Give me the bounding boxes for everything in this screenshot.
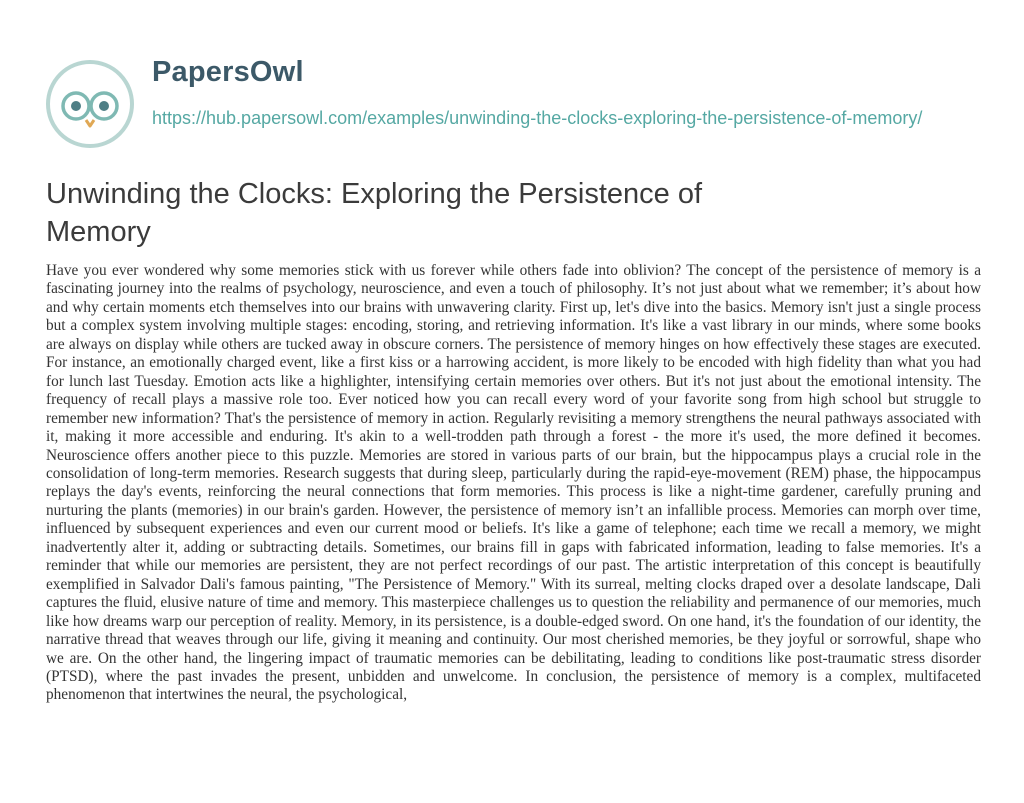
article-url-link[interactable]: https://hub.papersowl.com/examples/unwinding-the-clocks-exploring-the-persistence-of-memory/ — [152, 108, 923, 128]
article-title: Unwinding the Clocks: Exploring the Persistence of Memory — [46, 178, 703, 248]
owl-eyes-icon — [46, 60, 134, 148]
site-header — [46, 32, 986, 152]
article-body: Have you ever wondered why some memories stick with us forever while others fade into oblivion? The concept of the persistence of memory is a fascinating journey into the realms of psychology, neuroscience, and even a touch of philosophy. It’s not just about what we remember; it’s about how and why certain moments etch themselves into our brains with unwavering clarity. First up, let's dive into the basics. Memory isn't just a single process but a complex system involving multiple stages: encoding, storing, and retrieving information. It's like a vast library in our minds, where some books are always on display while others are tucked away in obscure corners. The persistence of memory hinges on how effectively these stages are executed. For instance, an emotionally charged event, like a first kiss or a harrowing accident, is more likely to be encoded with high fidelity than what you had for lunch last Tuesday. Emotion acts like a highlighter, intensifying certain memories over others. But it's not just about the emotional intensity. The frequency of recall plays a massive role too. Ever noticed how you can recall every word of your favorite song from high school but struggle to remember new information? That's the persistence of memory in action. Regularly revisiting a memory strengthens the neural pathways associated with it, making it more accessible and enduring. It's akin to a well-trodden path through a forest - the more it's used, the more defined it becomes. Neuroscience offers another piece to this puzzle. Memories are stored in various parts of our brain, but the hippocampus plays a crucial role in the consolidation of long-term memories. Research suggests that during sleep, particularly during the rapid-eye-movement (REM) phase, the hippocampus replays the day's events, reinforcing the neural connections that form memories. This process is like a night-time gardener, carefully pruning and nurturing the plants (memories) in our brain's garden. However, the persistence of memory isn’t an infallible process. Memories can morph over time, influenced by subsequent experiences and even our current mood or beliefs. It's like a game of telephone; each time we recall a memory, we might inadvertently alter it, adding or subtracting details. Sometimes, our brains fill in gaps with fabricated information, leading to false memories. It's a reminder that while our memories are persistent, they are not perfect recordings of our past. The artistic interpretation of this concept is beautifully exemplified in Salvador Dali's famous painting, "The Persistence of Memory." With its surreal, melting clocks draped over a desolate landscape, Dali captures the fluid, elusive nature of time and memory. This masterpiece challenges us to question the reliability and permanence of our memories, much like how dreams warp our perception of reality. Memory, in its persistence, is a double-edged sword. On one hand, it's the foundation of our identity, the narrative thread that weaves through our life, giving it meaning and continuity. Our most cherished memories, be they joyful or sorrowful, shape who we are. On the other hand, the lingering impact of traumatic memories can be debilitating, leading to conditions like post-traumatic stress disorder (PTSD), where the past invades the present, unbidden and unwelcome. In conclusion, the persistence of memory is a complex, multifaceted phenomenon that intertwines the neural, the psychological, — [46, 262, 981, 704]
brand-name: PapersOwl — [152, 56, 304, 88]
